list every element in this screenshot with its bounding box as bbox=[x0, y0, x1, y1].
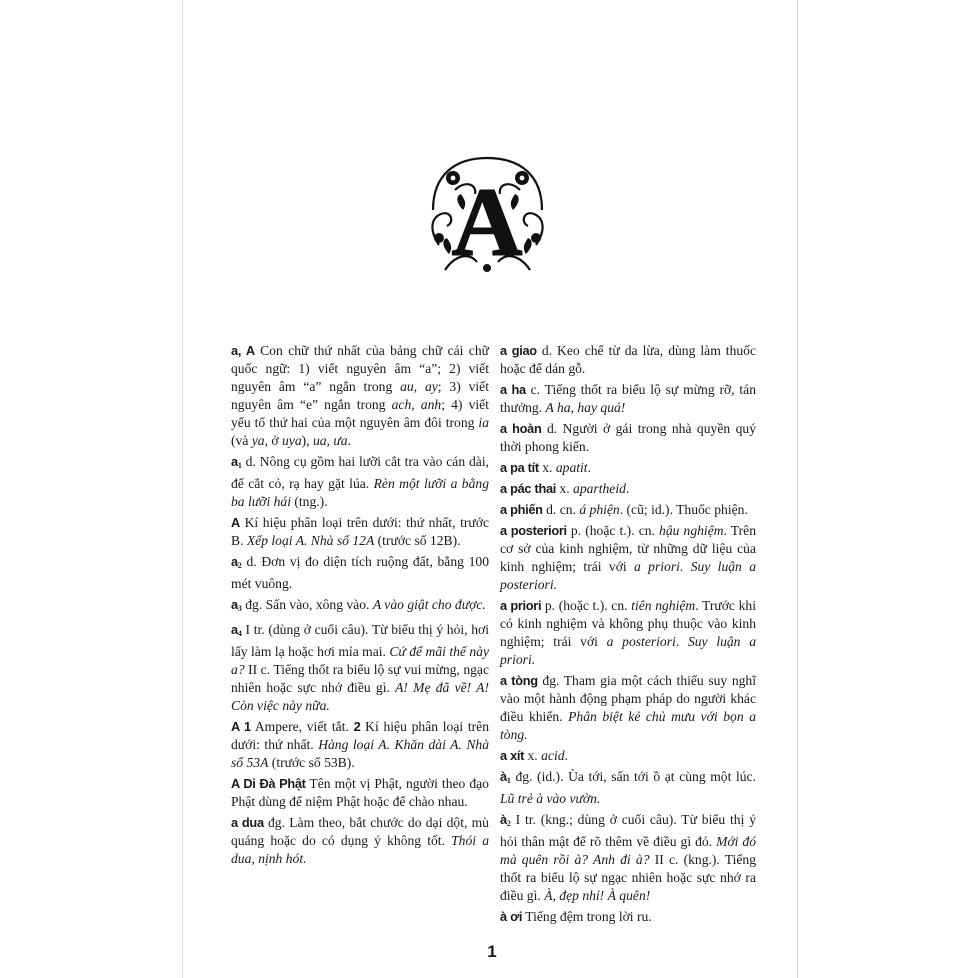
definition-text: x. bbox=[538, 460, 556, 475]
entry-headword: a posteriori bbox=[500, 523, 567, 538]
definition-text: . bbox=[564, 748, 568, 763]
entry-headword: a bbox=[231, 622, 238, 637]
homonym-index: 1 bbox=[237, 461, 242, 470]
definition-text: . Trước khi có kinh nghiệm và không phụ thuộc vào kinh nghiệm; trái với bbox=[500, 598, 756, 649]
example-text: À, đẹp nhỉ! À quên! bbox=[544, 888, 651, 903]
definition-text: đg. Sấn vào, xông vào. bbox=[241, 597, 373, 612]
definition-text: (và bbox=[231, 433, 252, 448]
definition-text: (trước số 12B). bbox=[374, 533, 461, 548]
example-text: Suy luận a posteriori. bbox=[500, 559, 756, 592]
dictionary-entry bbox=[500, 811, 756, 905]
example-text: ua, ưa bbox=[312, 433, 348, 448]
dictionary-entry bbox=[500, 480, 756, 498]
homonym-index: 4 bbox=[237, 629, 242, 638]
definition-text: . bbox=[347, 433, 351, 448]
example-text: A vào giật cho được. bbox=[372, 597, 486, 612]
definition-text: . bbox=[675, 634, 688, 649]
entry-headword: a phiến bbox=[500, 502, 543, 517]
example-text: apatit bbox=[555, 460, 588, 475]
example-text: Thói a dua, nịnh hót. bbox=[231, 833, 489, 866]
entry-headword: a bbox=[231, 597, 238, 612]
dictionary-entry bbox=[500, 342, 756, 378]
dictionary-entry bbox=[500, 768, 756, 808]
definition-text: I tr. (kng.; dùng ở cuối câu). Từ biểu thị ý hỏi thân mật để rõ thêm về điều gì đó. bbox=[500, 812, 756, 849]
example-text: A! Mẹ đã về! A! Còn việc này nữa. bbox=[231, 680, 489, 713]
definition-text: ; 3) viết nguyên âm “e” ngắn trong bbox=[231, 379, 489, 412]
left-column bbox=[231, 342, 489, 871]
definition-text: II c. (kng.). Tiếng thốt ra biểu lộ sự ngạc nhiên hoặc sực nhớ ra điều gì. bbox=[500, 852, 756, 903]
definition-text: , ở bbox=[264, 433, 282, 448]
entry-headword: a priori bbox=[500, 598, 542, 613]
definition-text: Kí hiệu phân loại trên dưới: thứ nhất, trước B. bbox=[231, 515, 489, 548]
definition-text: ), bbox=[301, 433, 313, 448]
entry-headword: a dua bbox=[231, 815, 264, 830]
definition-text: x. bbox=[524, 748, 542, 763]
entry-headword: à ơi bbox=[500, 909, 523, 924]
entry-headword: a xít bbox=[500, 748, 525, 763]
entry-headword: A bbox=[231, 515, 240, 530]
example-text: Cứ để mãi thế này a? bbox=[231, 644, 489, 677]
example-text: A ha, hay quá! bbox=[545, 400, 626, 415]
dictionary-entry bbox=[231, 775, 489, 811]
example-text: á phiện bbox=[579, 502, 620, 517]
example-text: Rèn một lưỡi a bằng ba lưỡi hái bbox=[231, 476, 489, 509]
example-text: Suy luận a priori. bbox=[500, 634, 757, 667]
definition-text: c. Tiếng thốt ra biểu lộ sự mừng rỡ, tán thưởng. bbox=[500, 382, 756, 415]
dictionary-entry bbox=[231, 718, 489, 772]
example-text: apartheid bbox=[573, 481, 626, 496]
dictionary-entry bbox=[231, 621, 489, 715]
definition-text: ; 4) viết yếu tố thứ hai của một nguyên âm đôi trong bbox=[231, 397, 489, 430]
definition-text: đg. Làm theo, bắt chước do dại dột, mù quáng hoặc do có dụng ý không tốt. bbox=[231, 815, 489, 848]
example-text: ach, anh bbox=[391, 397, 442, 412]
example-text: ya bbox=[251, 433, 265, 448]
entry-headword: a ha bbox=[500, 382, 526, 397]
dictionary-entry bbox=[231, 514, 489, 550]
initial-letter: A bbox=[451, 169, 523, 275]
definition-text: Tiếng đệm trong lời ru. bbox=[522, 909, 652, 924]
entry-headword: a tòng bbox=[500, 673, 538, 688]
entry-headword: a hoàn bbox=[500, 421, 542, 436]
definition-text: . bbox=[587, 460, 591, 475]
dictionary-entry bbox=[500, 501, 756, 519]
entry-headword: à bbox=[500, 812, 507, 827]
example-text: ia bbox=[478, 415, 489, 430]
entry-headword: a, A bbox=[231, 343, 255, 358]
definition-text: Ampere, viết tắt. bbox=[250, 719, 354, 734]
example-text: a posteriori bbox=[606, 634, 676, 649]
definition-text: Kí hiệu phân loại trên dưới: thứ nhất. bbox=[231, 719, 489, 752]
entry-headword: à bbox=[500, 769, 507, 784]
definition-text: . Trên cơ sở của kinh nghiệm, từ những dữ liệu của kinh nghiệm; trái với bbox=[500, 523, 756, 574]
definition-text: d. Keo chế từ da lừa, dùng làm thuốc hoặc để dán gỗ. bbox=[500, 343, 756, 376]
entry-headword: a bbox=[231, 554, 238, 569]
definition-text: p. (hoặc t.). cn. bbox=[566, 523, 660, 538]
entry-headword: a bbox=[231, 454, 238, 469]
definition-text: x. bbox=[556, 481, 574, 496]
definition-text: d. Nông cụ gồm hai lưỡi cắt tra vào cán dài, để cắt cỏ, rạ hay gặt lúa. bbox=[231, 454, 489, 491]
dictionary-entry bbox=[500, 908, 756, 926]
definition-text: d. Người ở gái trong nhà quyền quý thời phong kiến. bbox=[500, 421, 756, 454]
dictionary-entry bbox=[500, 381, 756, 417]
dictionary-entry bbox=[500, 522, 756, 594]
definition-text: Tên một vị Phật, người theo đạo Phật dùng để niệm Phật hoặc để chào nhau. bbox=[231, 776, 489, 809]
example-text: Hàng loại A. Khăn dài A. Nhà số 53A bbox=[231, 737, 489, 770]
dictionary-entry bbox=[231, 342, 489, 450]
definition-text: d. Đơn vị đo diện tích ruộng đất, bằng 100 mét vuông. bbox=[231, 554, 489, 591]
example-text: uya bbox=[282, 433, 302, 448]
definition-text: I tr. (dùng ở cuối câu). Từ biểu thị ý hỏi, hơi lấy làm lạ hoặc hơi mỉa mai. bbox=[231, 622, 489, 659]
definition-text: 2 bbox=[353, 719, 361, 734]
definition-text: . bbox=[625, 481, 630, 496]
entry-headword: A Di Đà Phật bbox=[231, 776, 306, 791]
example-text: au, ay bbox=[400, 379, 438, 394]
homonym-index: 2 bbox=[237, 561, 242, 570]
dictionary-entry bbox=[231, 596, 489, 618]
example-text: Phân biệt kẻ chủ mưu với bọn a tòng. bbox=[500, 709, 756, 742]
entry-headword: a pa tít bbox=[500, 460, 539, 475]
entry-headword: a pác thai bbox=[500, 481, 557, 496]
definition-text: đg. (id.). Ùa tới, sấn tới ồ ạt cùng một lúc. bbox=[510, 769, 756, 784]
homonym-index: 3 bbox=[237, 604, 242, 613]
right-column bbox=[500, 342, 756, 929]
example-text: Xếp loại A. Nhà số 12A bbox=[246, 533, 375, 548]
dictionary-entry bbox=[500, 747, 756, 765]
definition-text: . bbox=[679, 559, 691, 574]
definition-text: đg. Tham gia một cách thiếu suy nghĩ vào một hành động phạm pháp do người khác điều khiển. bbox=[500, 673, 756, 724]
example-text: tiên nghiệm bbox=[631, 598, 696, 613]
decorative-initial-a bbox=[425, 150, 550, 275]
definition-text: (trước số 53B). bbox=[268, 755, 355, 770]
definition-text: (tng.). bbox=[290, 494, 328, 509]
definition-text: II c. Tiếng thốt ra biểu lộ sự vui mừng, ngạc nhiên hoặc sực nhớ điều gì. bbox=[231, 662, 489, 695]
dictionary-entry bbox=[231, 453, 489, 511]
definition-text: d. cn. bbox=[542, 502, 580, 517]
example-text: Mới đó mà quên rồi à? Anh đi à? bbox=[500, 834, 756, 867]
dictionary-entry bbox=[500, 459, 756, 477]
page-number: 1 bbox=[487, 942, 497, 961]
dictionary-entry bbox=[500, 597, 756, 669]
definition-text: p. (hoặc t.). cn. bbox=[541, 598, 632, 613]
dictionary-entry bbox=[231, 553, 489, 593]
example-text: Lũ trẻ à vào vườn. bbox=[500, 791, 601, 806]
homonym-index: 2 bbox=[506, 819, 511, 828]
definition-text: Con chữ thứ nhất của bảng chữ cái chữ quốc ngữ: 1) viết nguyên âm “a”; 2) viết nguyên âm “a” ngắn trong bbox=[231, 343, 490, 394]
example-text: hậu nghiệm bbox=[659, 523, 724, 538]
dictionary-entry bbox=[500, 420, 756, 456]
dictionary-entry bbox=[500, 672, 756, 744]
dictionary-entry bbox=[231, 814, 489, 868]
example-text: a priori bbox=[634, 559, 680, 574]
entry-headword: a giao bbox=[500, 343, 537, 358]
example-text: acid bbox=[541, 748, 565, 763]
definition-text: . (cũ; id.). Thuốc phiện. bbox=[619, 502, 748, 517]
homonym-index: 1 bbox=[506, 776, 511, 785]
entry-headword: A 1 bbox=[231, 719, 251, 734]
